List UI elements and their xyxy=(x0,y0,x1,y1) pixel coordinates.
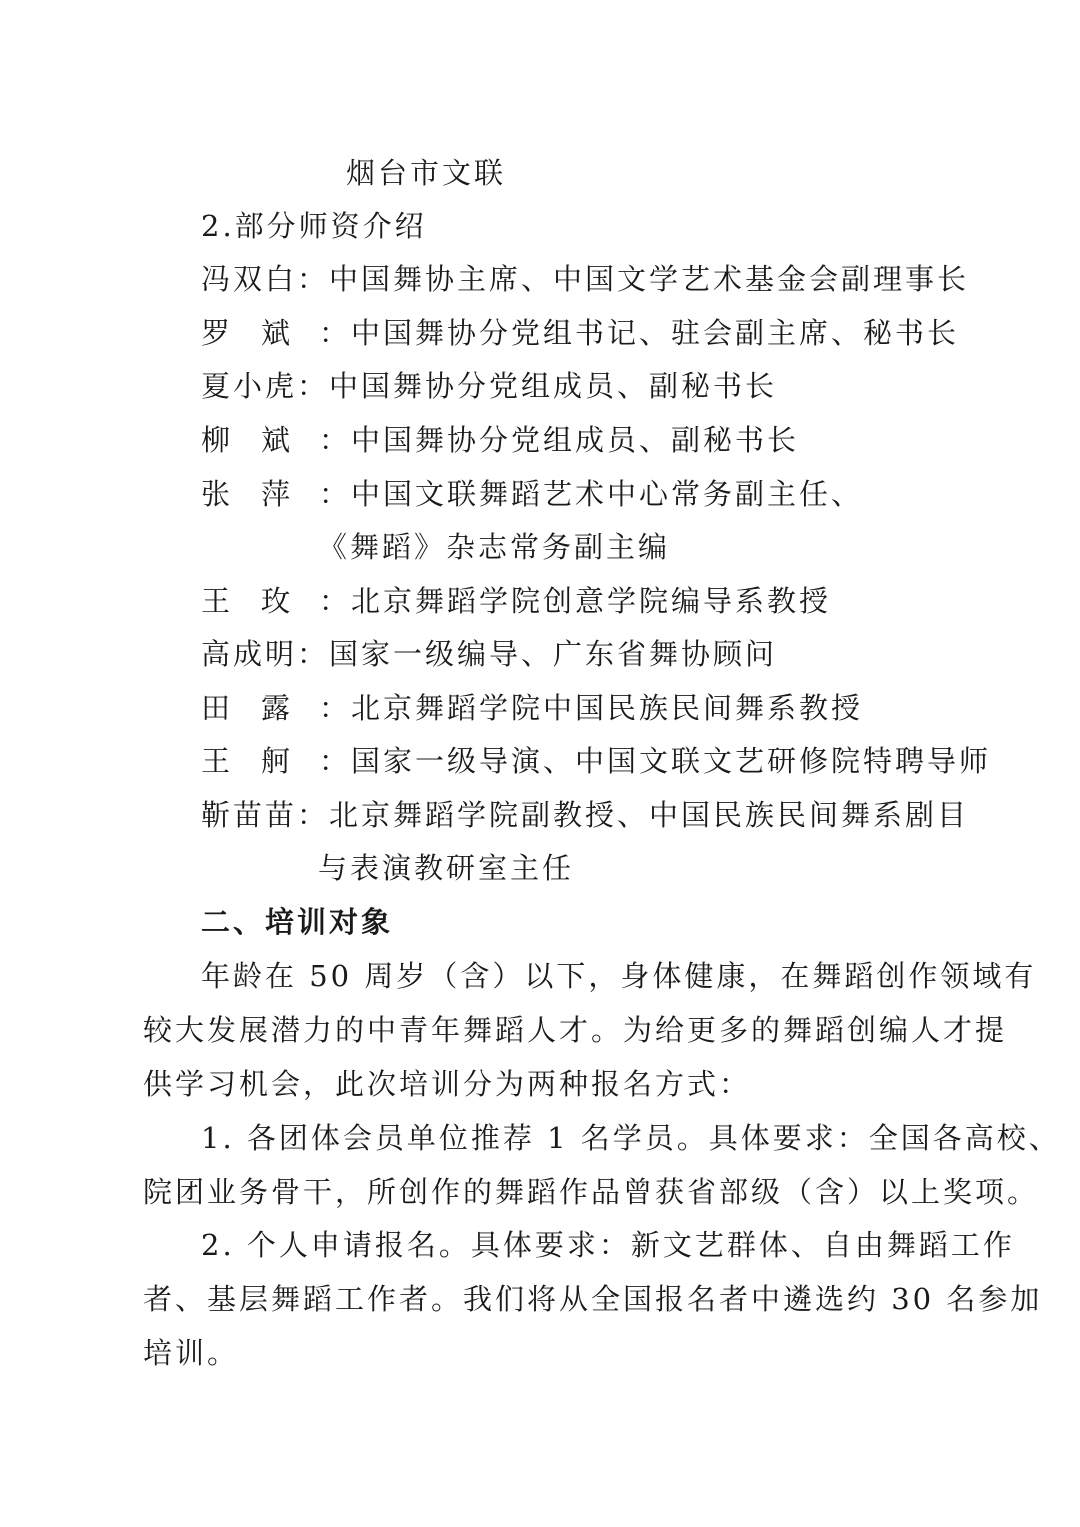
faculty-colon: ： xyxy=(297,262,330,296)
faculty-entry xyxy=(201,795,969,835)
faculty-role: 中国舞协分党组成员、副秘书长 xyxy=(329,369,778,403)
faculty-role-continuation: 与表演教研室主任 xyxy=(318,851,575,885)
faculty-entry xyxy=(201,313,959,353)
faculty-colon: ： xyxy=(319,744,352,778)
faculty-name: 柳 斌 xyxy=(201,423,291,457)
faculty-entry xyxy=(201,688,863,728)
list-item-line: 培训。 xyxy=(143,1336,240,1370)
faculty-role: 中国舞协分党组书记、驻会副主席、秘书长 xyxy=(351,316,960,350)
faculty-name: 王 玫 xyxy=(201,584,291,618)
faculty-entry xyxy=(201,259,969,299)
faculty-name: 王 舸 xyxy=(201,744,291,778)
faculty-colon: ： xyxy=(297,637,330,671)
faculty-role: 中国舞协主席、中国文学艺术基金会副理事长 xyxy=(329,262,970,296)
faculty-name: 冯双白 xyxy=(201,262,298,296)
section-heading: 二、培训对象 xyxy=(201,905,394,939)
faculty-entry xyxy=(201,741,991,781)
list-item-line: 2. 个人申请报名。具体要求：新文艺群体、自由舞蹈工作 xyxy=(201,1228,1015,1262)
faculty-name: 罗 斌 xyxy=(201,316,291,350)
faculty-colon: ： xyxy=(297,798,330,832)
faculty-colon: ： xyxy=(319,423,352,457)
organization-name: 烟台市文联 xyxy=(346,156,507,190)
paragraph-line: 年龄在 50 周岁（含）以下，身体健康，在舞蹈创作领域有 xyxy=(201,959,1037,993)
faculty-role: 国家一级导演、中国文联文艺研修院特聘导师 xyxy=(351,744,992,778)
faculty-role: 中国舞协分党组成员、副秘书长 xyxy=(351,423,800,457)
paragraph-line: 供学习机会，此次培训分为两种报名方式： xyxy=(143,1067,752,1101)
faculty-entry xyxy=(201,420,799,460)
faculty-entry xyxy=(201,474,863,514)
faculty-name: 高成明 xyxy=(201,637,298,671)
faculty-colon: ： xyxy=(319,691,352,725)
faculty-name: 田 露 xyxy=(201,691,291,725)
faculty-role: 北京舞蹈学院副教授、中国民族民间舞系剧目 xyxy=(329,798,970,832)
faculty-heading: 2.部分师资介绍 xyxy=(201,209,427,243)
faculty-colon: ： xyxy=(319,477,352,511)
faculty-name: 张 萍 xyxy=(201,477,291,511)
faculty-role-continuation: 《舞蹈》杂志常务副主编 xyxy=(318,530,671,564)
faculty-role: 中国文联舞蹈艺术中心常务副主任、 xyxy=(351,477,864,511)
faculty-colon: ： xyxy=(297,369,330,403)
faculty-entry xyxy=(201,581,831,621)
list-item-line: 院团业务骨干，所创作的舞蹈作品曾获省部级（含）以上奖项。 xyxy=(143,1175,1040,1209)
faculty-name: 夏小虎 xyxy=(201,369,298,403)
list-item-line: 1. 各团体会员单位推荐 1 名学员。具体要求：全国各高校、 xyxy=(201,1121,1061,1155)
faculty-role: 国家一级编导、广东省舞协顾问 xyxy=(329,637,778,671)
faculty-role: 北京舞蹈学院创意学院编导系教授 xyxy=(351,584,832,618)
faculty-entry xyxy=(201,366,777,406)
faculty-colon: ： xyxy=(319,316,352,350)
list-item-line: 者、基层舞蹈工作者。我们将从全国报名者中遴选约 30 名参加 xyxy=(143,1282,1043,1316)
faculty-entry xyxy=(201,634,777,674)
paragraph-line: 较大发展潜力的中青年舞蹈人才。为给更多的舞蹈创编人才提 xyxy=(143,1013,1008,1047)
faculty-colon: ： xyxy=(319,584,352,618)
faculty-name: 靳苗苗 xyxy=(201,798,298,832)
faculty-role: 北京舞蹈学院中国民族民间舞系教授 xyxy=(351,691,864,725)
